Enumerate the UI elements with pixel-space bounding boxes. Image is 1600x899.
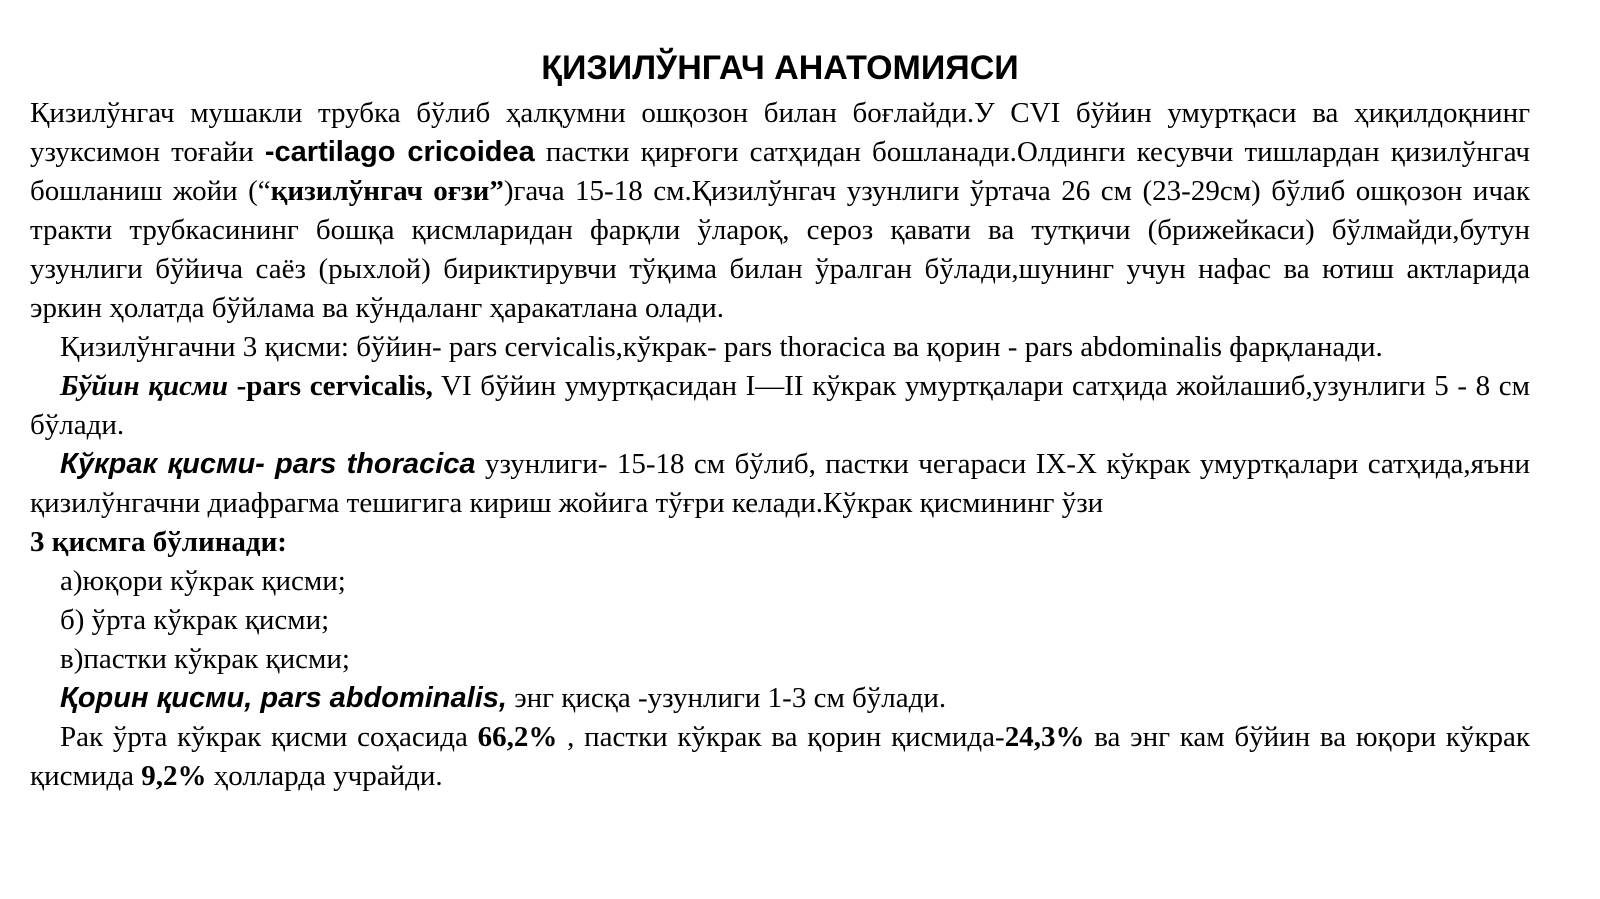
paragraph-cancer-stats: [30, 718, 1530, 796]
thoracic-text: узунлиги- 15-18 см бўлиб, пастки чегараси IX-X кўкрак умуртқалари сатҳида,яъни қизилўнгачни диафрагма тешигига кириш жойига тўғри келади.Кўкрак қисмининг ўзи: [30, 448, 1530, 519]
paragraph-cervical: [30, 367, 1530, 445]
stats-text-1: Рак ўрта кўкрак қисми соҳасида: [60, 721, 478, 753]
abdominal-heading: Қорин қисми, pars abdominalis,: [60, 682, 507, 714]
intro-text-1: Қизилўнгач мушакли трубка бўлиб ҳалқумни ошқозон билан боғлайди.У CVI бўйин умуртқаси ва ҳиқилдоқнинг узуксимон тоғайи: [30, 97, 1530, 168]
intro-term-mouth: қизилўнгач оғзи”: [270, 175, 504, 207]
stats-text-3: ва энг кам бўйин ва юқори кўкрак қисмида: [30, 721, 1530, 792]
stat-lower-abdominal: 24,3%: [1004, 721, 1085, 753]
stats-text-4: ҳолларда учрайди.: [206, 760, 443, 792]
cervical-text: VI бўйин умуртқасидан I—II кўкрак умуртқалари сатҳида жойлашиб,узунлиги 5 - 8 см бўлади.: [30, 370, 1530, 441]
paragraph-thoracic: [30, 445, 1530, 523]
intro-text-3: )гача 15-18 см.Қизилўнгач узунлиги ўртача 26 см (23-29см) бўлиб ошқозон ичак тракти трубкасининг бошқа қисмларидан фарқли ўлароқ, сероз қавати ва тутқичи (брижейкаси) бўлмайди,бутун узунлиги бўйича саёз (рыхлой) бириктирувчи тўқима билан ўралган бўлади,шунинг учун нафас ва ютиш актларида эркин ҳолатда бўйлама ва кўндаланг ҳаракатлана олади.: [30, 175, 1530, 324]
list-item: в)пастки кўкрак қисми;: [60, 643, 350, 675]
cervical-heading: Бўйин қисми: [60, 370, 228, 402]
stats-text-2: , пастки кўкрак ва қорин қисмида-: [557, 721, 1005, 753]
page-title: ҚИЗИЛЎНГАЧ АНАТОМИЯСИ: [541, 49, 1019, 87]
cervical-term: -pars cervicalis,: [227, 370, 433, 402]
document-page: [30, 46, 1530, 796]
intro-term-cartilago: -cartilago cricoidea: [264, 136, 535, 168]
intro-text-2: пастки қирғоги сатҳидан бошланади.Олдинги кесувчи тишлардан қизилўнгач бошланиш жойи (“: [30, 136, 1530, 207]
list-item: б) ўрта кўкрак қисми;: [60, 604, 330, 636]
paragraph-intro: [30, 94, 1530, 328]
list-item: а)юқори кўкрак қисми;: [60, 565, 346, 597]
paragraph-subparts-heading: 3 қисмга бўлинади:: [30, 526, 287, 558]
thoracic-heading: Кўкрак қисми- pars thoracica: [60, 448, 476, 480]
abdominal-text: энг қисқа -узунлиги 1-3 см бўлади.: [506, 682, 947, 714]
paragraph-parts: Қизилўнгачни 3 қисми: бўйин- pars cervicalis,кўкрак- pars thoracica ва қорин - pars abdominalis фарқланади.: [60, 331, 1383, 363]
stat-cervical-upper: 9,2%: [141, 760, 207, 792]
paragraph-abdominal: [30, 679, 1530, 718]
stat-middle-thoracic: 66,2%: [477, 721, 558, 753]
